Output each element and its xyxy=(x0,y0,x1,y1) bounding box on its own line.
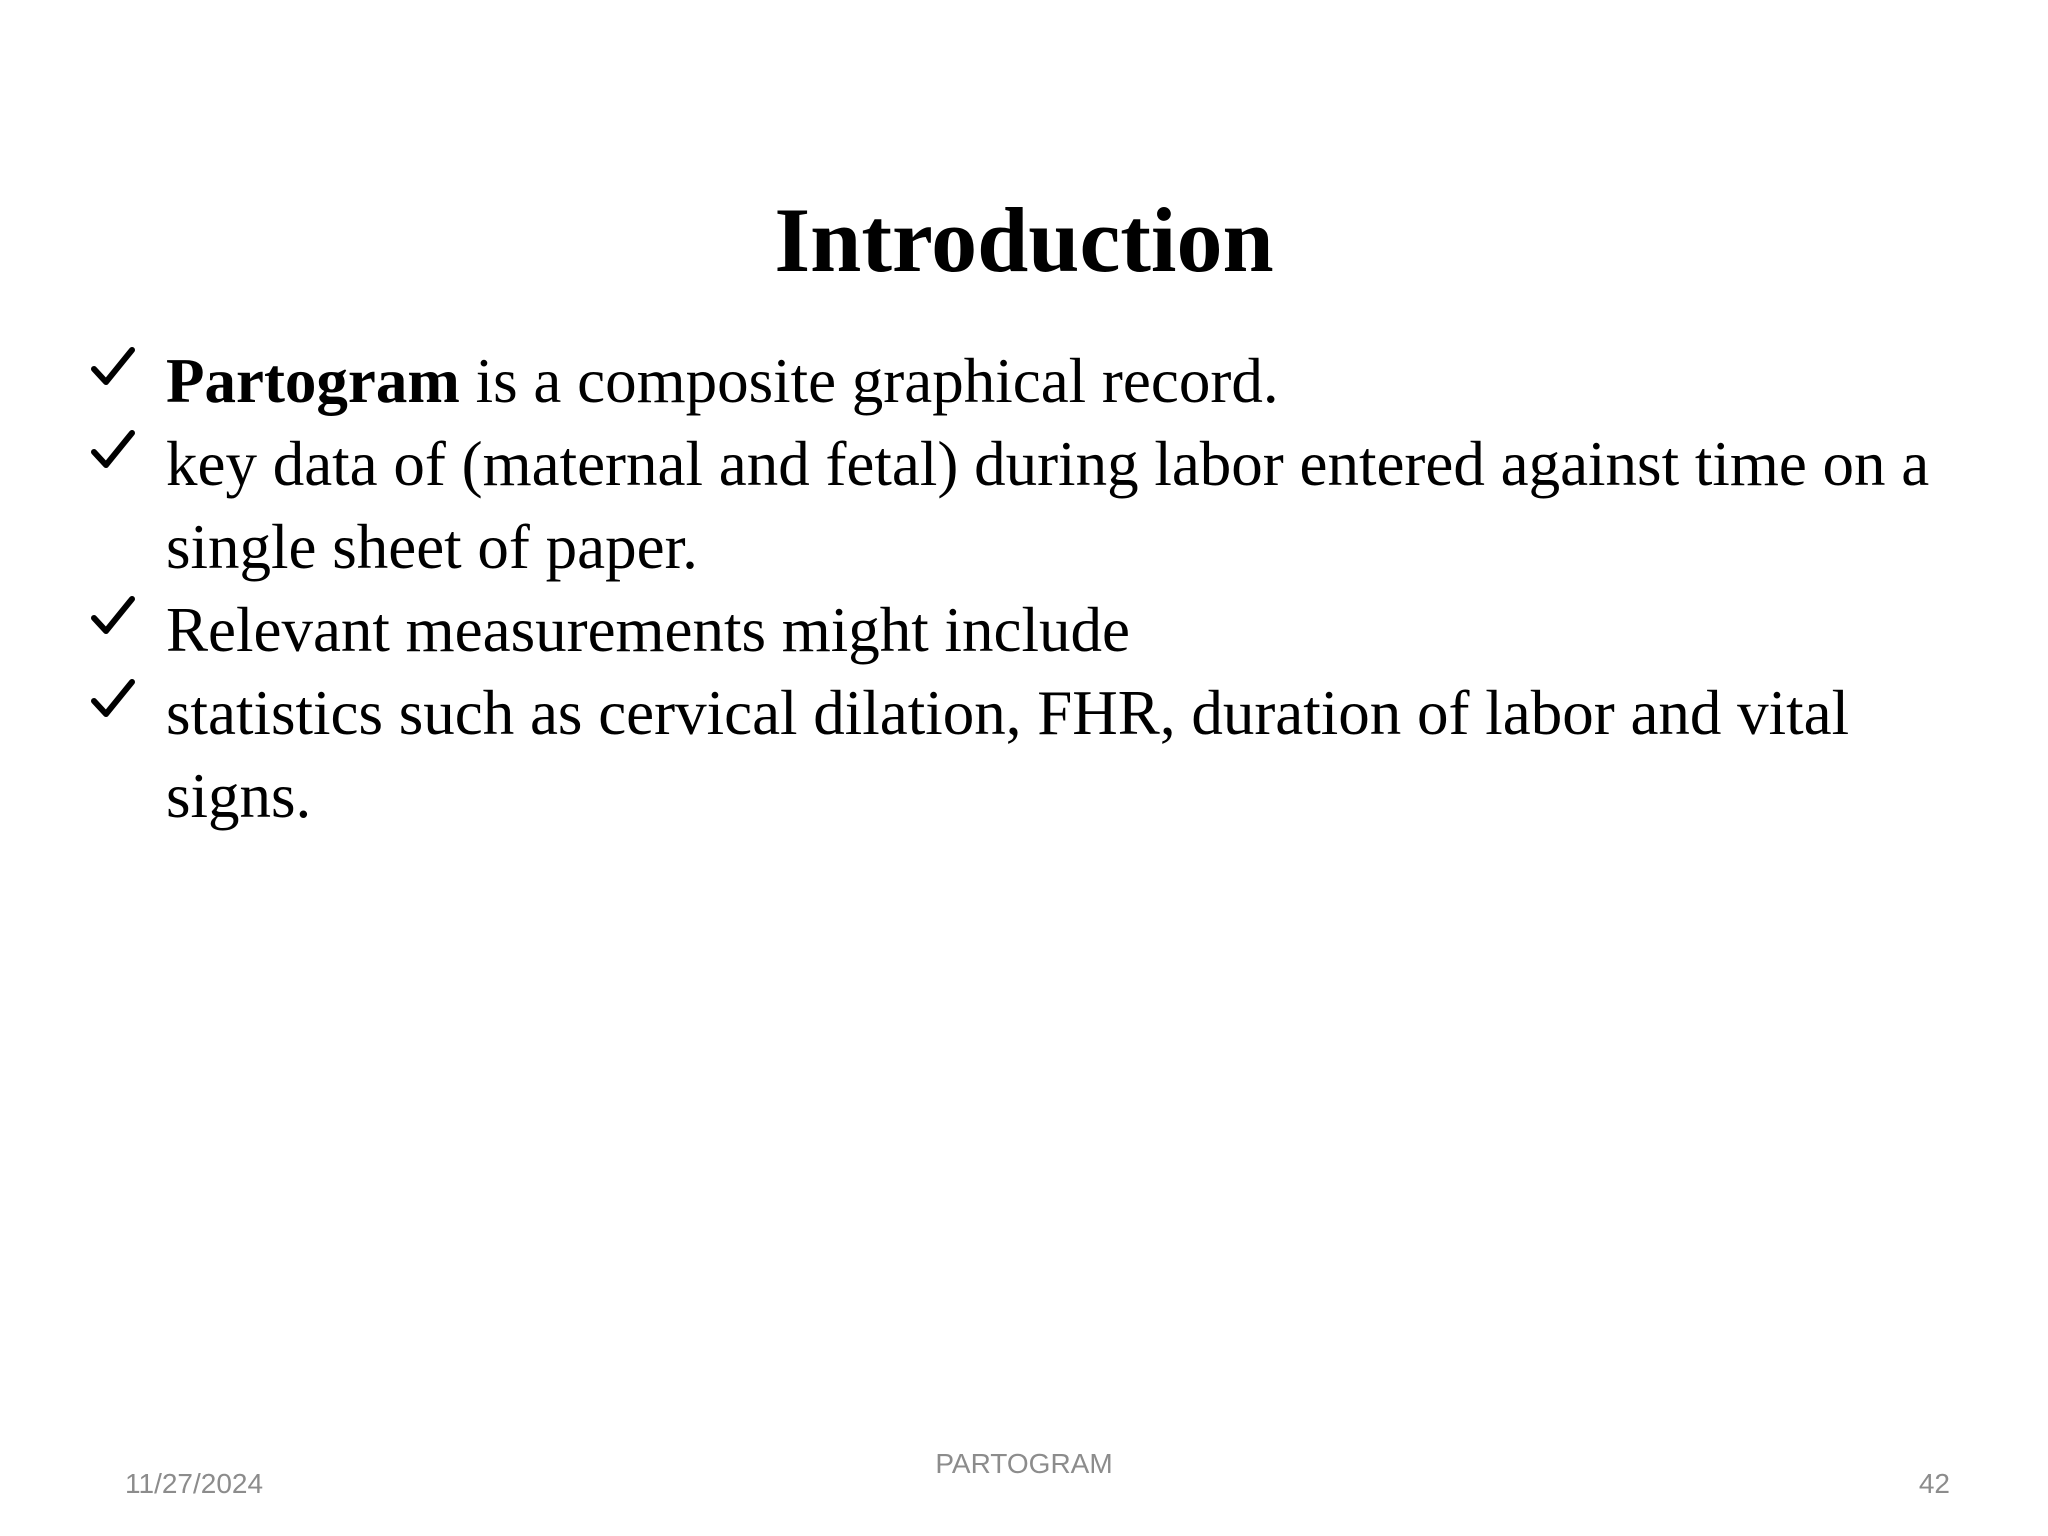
check-icon xyxy=(88,425,138,475)
bullet-term: Partogram xyxy=(166,346,460,416)
check-icon xyxy=(88,591,138,641)
footer-title: PARTOGRAM xyxy=(935,1448,1113,1479)
bullet-text: Relevant measurements might include xyxy=(166,595,1130,665)
slide-title: Introduction xyxy=(774,189,1274,291)
bullet-item xyxy=(88,340,2008,423)
bullet-item xyxy=(88,589,2008,672)
bullet-item xyxy=(88,672,2008,838)
bullet-text: key data of (maternal and fetal) during labor entered against time on a single sheet of paper. xyxy=(166,429,1930,582)
check-icon xyxy=(88,674,138,724)
check-icon xyxy=(88,342,138,392)
bullet-text: statistics such as cervical dilation, FHR, duration of labor and vital signs. xyxy=(166,678,1850,831)
page-number: 42 xyxy=(1918,1468,1950,1499)
bullet-text: is a composite graphical record. xyxy=(459,346,1279,416)
bullet-item xyxy=(88,423,2008,589)
bullet-list xyxy=(88,340,2008,838)
footer-date: 11/27/2024 xyxy=(125,1468,264,1499)
